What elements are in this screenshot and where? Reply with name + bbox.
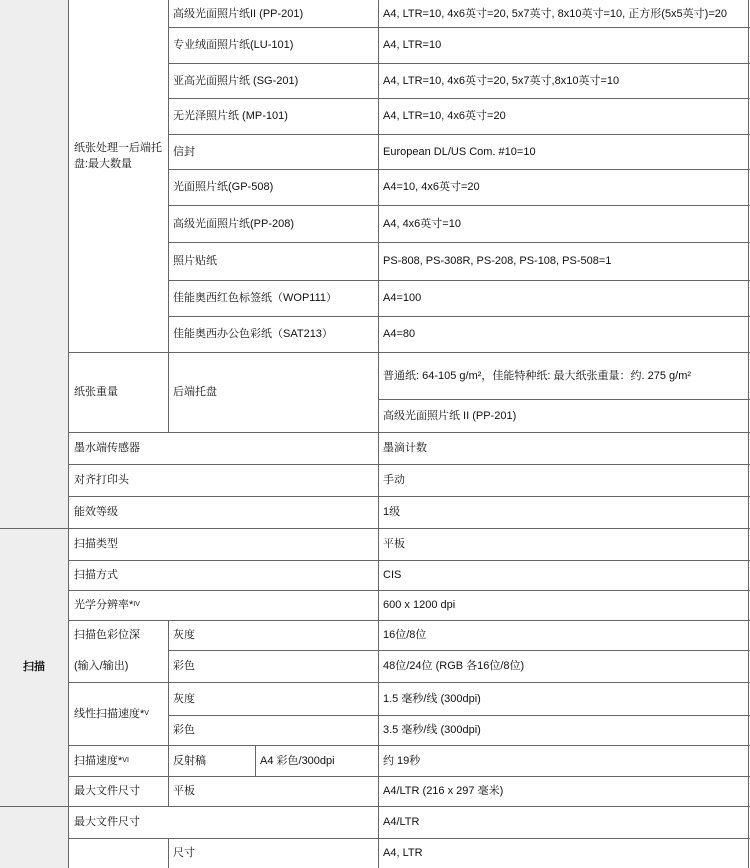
linear-color-label: 彩色: [173, 724, 195, 736]
row-value: 手动: [383, 474, 405, 486]
scan-type-label: 扫描类型: [74, 538, 118, 550]
paper-value: A4=10, 4x6英寸=20: [383, 181, 480, 193]
depth-gray-value: 16位/8位: [383, 629, 427, 641]
scan-method-value: CIS: [383, 569, 402, 581]
paper-value: PS-808, PS-308R, PS-208, PS-108, PS-508=1: [383, 255, 612, 267]
copy-size-value: A4, LTR: [383, 847, 423, 859]
scan-type-value: 平板: [383, 538, 405, 550]
row-value: 1级: [383, 506, 401, 518]
paper-name: 佳能奥西红色标签纸（WOP111）: [173, 292, 337, 304]
depth-gray-label: 灰度: [173, 629, 195, 641]
row-value: 墨滴计数: [383, 442, 427, 454]
tray-max-label: 纸张处理一后端托盘:最大数量: [74, 142, 162, 170]
paper-value: A4, LTR=10: [383, 39, 442, 51]
section-print-bg: [0, 0, 68, 528]
paper-name: 佳能奥西办公色彩纸（SAT213）: [173, 328, 333, 340]
paper-name: 亚高光面照片纸 (SG-201): [173, 74, 299, 87]
linear-speed-label: 线性扫描速度* V: [74, 707, 149, 720]
depth-color-value: 48位/24位 (RGB 各16位/8位): [383, 660, 525, 672]
paper-name: 专业绒面照片纸(LU-101): [173, 39, 294, 51]
row-label: 能效等级: [74, 506, 118, 518]
row-label: 对齐打印头: [74, 474, 129, 486]
color-depth-label-2: (输入/输出): [74, 660, 129, 672]
color-depth-label: 扫描色彩位深: [74, 629, 140, 641]
scan-maxfile-sub: 平板: [173, 785, 195, 797]
paper-value: A4, LTR=10, 4x6英寸=20: [383, 110, 506, 122]
scan-speed-value: 约 19秒: [383, 754, 421, 767]
paper-name: 照片贴纸: [173, 255, 217, 267]
scan-speed-sub2: A4 彩色/300dpi: [260, 754, 335, 767]
scan-maxfile-label: 最大文件尺寸: [74, 785, 140, 797]
paper-value: A4=80: [383, 328, 416, 340]
paper-value: A4, 4x6英寸=10: [383, 217, 461, 230]
scan-speed-label: 扫描速度* VI: [74, 754, 129, 767]
scan-method-label: 扫描方式: [74, 569, 118, 581]
linear-color-value: 3.5 毫秒/线 (300dpi): [383, 724, 481, 736]
section-scan-label: 扫描: [23, 661, 45, 673]
paper-value: A4, LTR=10, 4x6英寸=20, 5x7英寸,8x10英寸=10: [383, 74, 620, 87]
optical-resolution-value: 600 x 1200 dpi: [383, 599, 456, 611]
paper-name: 信封: [173, 145, 195, 158]
paper-value: European DL/US Com. #10=10: [383, 145, 536, 158]
weight-sub-label: 后端托盘: [173, 386, 217, 398]
paper-name: 高级光面照片纸(PP-208): [173, 217, 295, 230]
weight-value-2: 高级光面照片纸 II (PP-201): [383, 409, 517, 422]
scan-speed-sub: 反射稿: [173, 754, 206, 767]
copy-maxfile-label: 最大文件尺寸: [74, 816, 140, 828]
weight-value: 普通纸: 64-105 g/m²，佳能特种纸: 最大纸张重量：约. 275 g/m²: [383, 369, 692, 382]
paper-value: A4, LTR=10, 4x6英寸=20, 5x7英寸, 8x10英寸=10, 正方形(5x5英寸)=20: [383, 7, 728, 20]
optical-resolution-label: 光学分辨率* IV: [74, 599, 140, 611]
linear-gray-value: 1.5 毫秒/线 (300dpi): [383, 692, 481, 705]
copy-size-sub: 尺寸: [173, 847, 195, 859]
copy-maxfile-value: A4/LTR: [383, 816, 420, 828]
paper-value: A4=100: [383, 292, 422, 304]
paper-name: 光面照片纸(GP-508): [173, 181, 274, 193]
paper-name: 无光泽照片纸 (MP-101): [173, 110, 288, 122]
weight-label: 纸张重量: [74, 386, 118, 398]
row-label: 墨水端传感器: [74, 442, 140, 454]
paper-name: 高级光面照片纸II (PP-201): [173, 7, 304, 20]
linear-gray-label: 灰度: [173, 692, 195, 705]
section-copy-bg: [0, 806, 68, 868]
scan-maxfile-value: A4/LTR (216 x 297 毫米): [383, 785, 504, 797]
depth-color-label: 彩色: [173, 660, 195, 672]
